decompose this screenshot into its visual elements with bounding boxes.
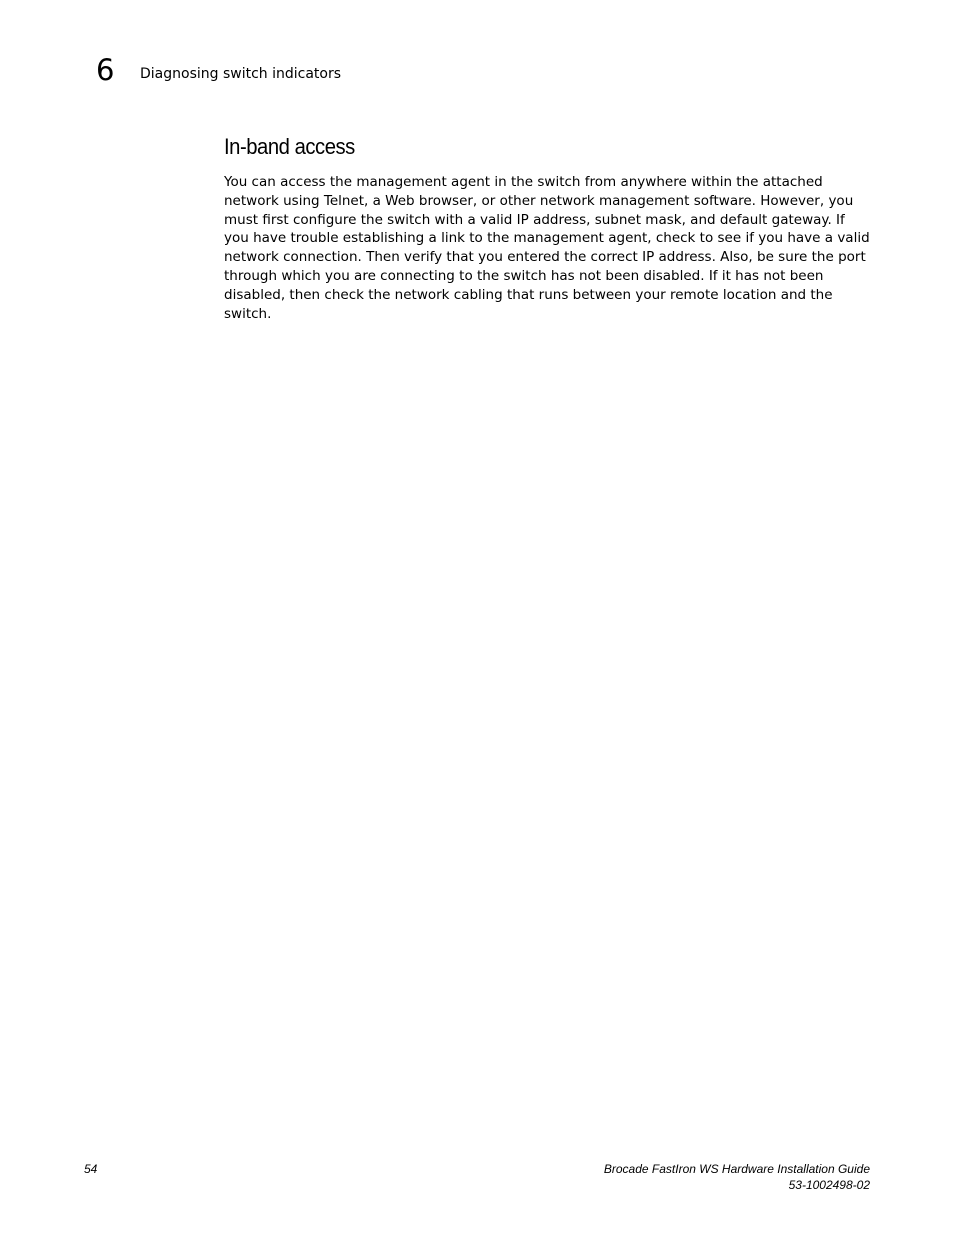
section-body-paragraph: You can access the management agent in the switch from anywhere within the attached network using Telnet, a Web browser, or other network management software. However, you must first configure the switch with a valid IP address, subnet mask, and default gateway. If you have trouble establishing a link to the management agent, check to see if you have a valid network connection. Then verify that you entered the correct IP address. Also, be sure the port through which you are connecting to the switch has not been disabled. If it has not been disabled, then check the network cabling that runs between your remote location and the switch. <box>224 174 870 322</box>
section-title: In-band access <box>224 134 355 159</box>
chapter-number: 6 <box>96 53 115 87</box>
footer-document-info <box>604 1161 870 1193</box>
page-number: 54 <box>84 1162 98 1176</box>
footer-document-title: Brocade FastIron WS Hardware Installation Guide <box>603 1162 870 1176</box>
running-head: Diagnosing switch indicators <box>140 66 342 82</box>
footer-document-id: 53-1002498-02 <box>788 1178 870 1192</box>
